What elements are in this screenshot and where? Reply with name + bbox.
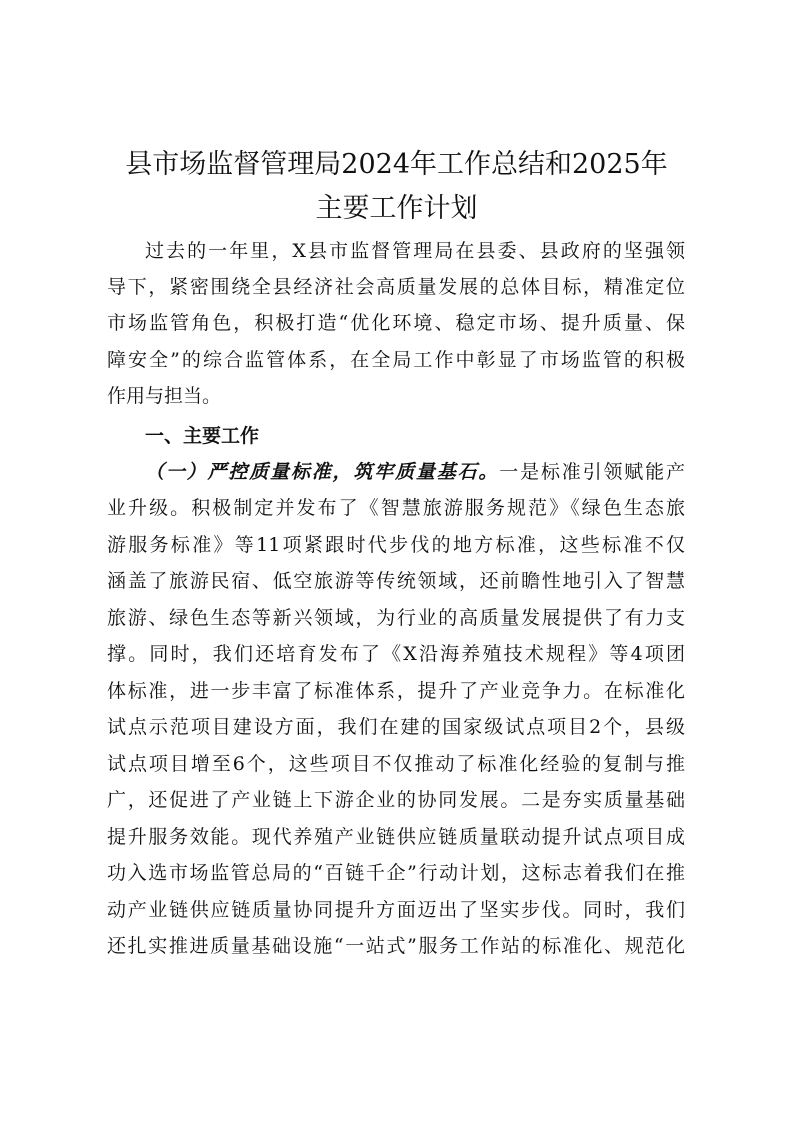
subsection-first-line-rest: 一是标准引领赋能产 — [499, 461, 685, 483]
body-line: 试点项目增至6个，这些项目不仅推动了标准化经验的复制与推 — [107, 753, 685, 775]
intro-line: 过去的一年里，X县市监督管理局在县委、县政府的坚强领 — [145, 240, 685, 262]
body-line: 功入选市场监管总局的“百链千企”行动计划，这标志着我们在推 — [107, 862, 685, 884]
intro-line: 市场监管角色，积极打造“优化环境、稳定市场、提升质量、保 — [107, 312, 685, 334]
body-line: 还扎实推进质量基础设施“一站式”服务工作站的标准化、规范化 — [107, 935, 685, 957]
body-line: 游服务标准》等11项紧跟时代步伐的地方标准，这些标准不仅 — [107, 534, 685, 556]
body-line: 撑。同时，我们还培育发布了《X沿海养殖技术规程》等4项团 — [107, 643, 685, 665]
body-line: 动产业链供应链质量协同提升方面迈出了坚实步伐。同时，我们 — [107, 899, 685, 921]
body-line: 广，还促进了产业链上下游企业的协同发展。二是夯实质量基础 — [107, 789, 685, 811]
subsection-first-line — [145, 454, 685, 490]
subsection-heading: （一）严控质量标准，筑牢质量基石。 — [145, 461, 500, 483]
intro-line: 作用与担当。 — [107, 385, 222, 407]
body-line: 旅游、绿色生态等新兴领域，为行业的高质量发展提供了有力支 — [107, 607, 685, 629]
body-line: 涵盖了旅游民宿、低空旅游等传统领域，还前瞻性地引入了智慧 — [107, 570, 685, 592]
body-line: 试点示范项目建设方面，我们在建的国家级试点项目2个，县级 — [107, 716, 685, 738]
body-line: 提升服务效能。现代养殖产业链供应链质量联动提升试点项目成 — [107, 826, 685, 848]
body-line: 业升级。积极制定并发布了《智慧旅游服务规范》《绿色生态旅 — [107, 497, 685, 519]
section-heading-main-work: 一、主要工作 — [145, 425, 260, 447]
intro-line: 导下，紧密围绕全县经济社会高质量发展的总体目标，精准定位 — [107, 276, 685, 298]
document-title-line-1: 县市场监督管理局2024年工作总结和2025年 — [125, 149, 668, 180]
intro-line: 障安全”的综合监管体系，在全局工作中彰显了市场监管的积极 — [107, 349, 685, 371]
document-title-line-2: 主要工作计划 — [315, 193, 478, 224]
body-line: 体标准，进一步丰富了标准体系，提升了产业竞争力。在标准化 — [107, 680, 685, 702]
